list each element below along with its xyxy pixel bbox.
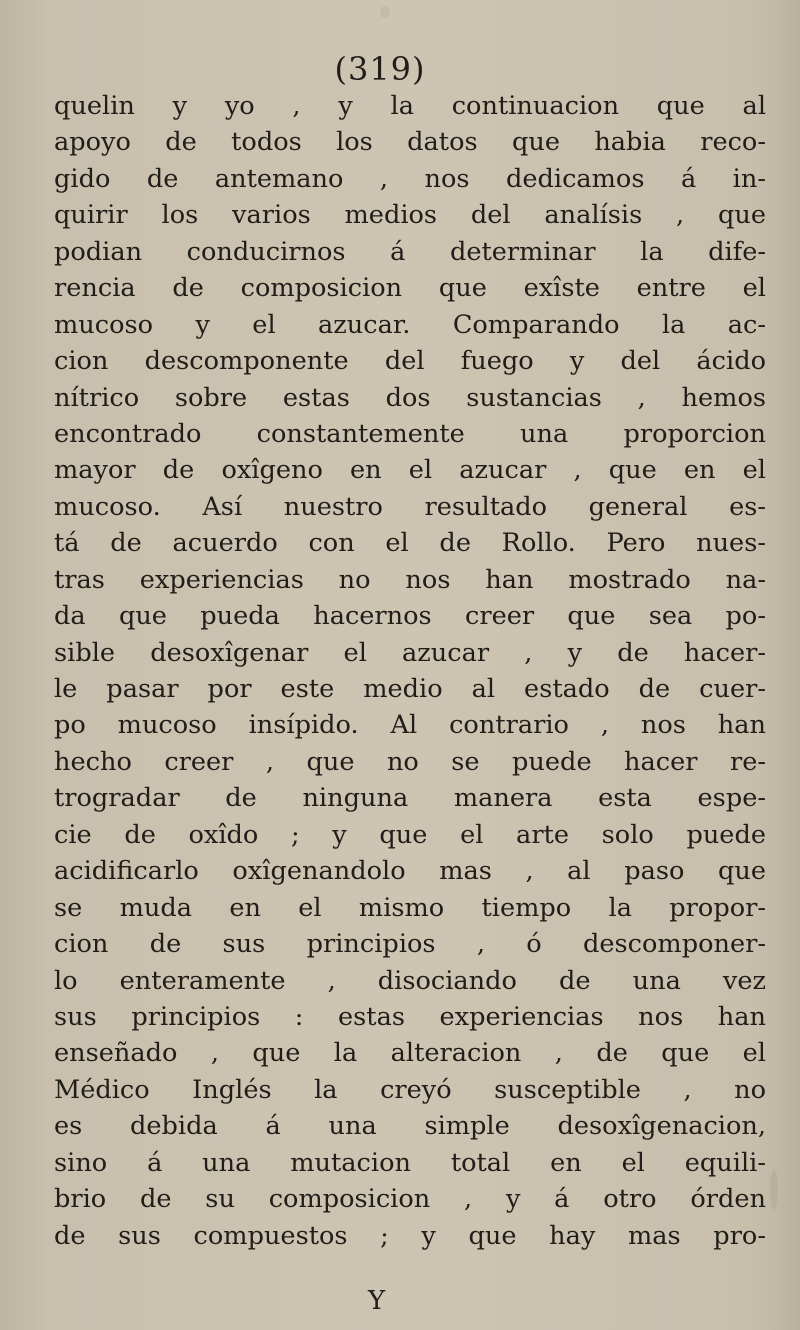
text-line: mayor de oxîgeno en el azucar , que en el	[54, 455, 766, 486]
text-line: tras experiencias no nos han mostrado na-	[54, 564, 766, 595]
text-line: quelin y yo , y la continuacion que al	[54, 91, 766, 121]
text-line: encontrado constantemente una proporcion	[54, 418, 766, 449]
body-text	[54, 88, 766, 1254]
text-line: hecho creer , que no se puede hacer re-	[54, 746, 766, 777]
page-number: (319)	[334, 50, 426, 88]
text-line: trogradar de ninguna manera esta espe-	[54, 783, 766, 814]
text-line: podian conducirnos á determinar la dife-	[54, 236, 766, 267]
text-line: sible desoxîgenar el azucar , y de hacer-	[54, 637, 766, 668]
text-line: sino á una mutacion total en el equili-	[54, 1147, 766, 1178]
text-line: gido de antemano , nos dedicamos á in-	[54, 163, 766, 194]
text-line: mucoso. Así nuestro resultado general es-	[54, 491, 766, 522]
text-line: cie de oxîdo ; y que el arte solo puede	[54, 819, 766, 850]
paper-stain	[770, 1170, 778, 1210]
text-line: enseñado , que la alteracion , de que el	[54, 1038, 766, 1069]
text-line: se muda en el mismo tiempo la propor-	[54, 892, 766, 923]
text-line: sus principios : estas experiencias nos han	[54, 1001, 766, 1032]
text-line: brio de su composicion , y á otro órden	[54, 1184, 766, 1215]
text-line: quirir los varios medios del analísis , que	[54, 200, 766, 231]
text-line: rencia de composicion que exîste entre el	[54, 273, 766, 304]
text-line: acidificarlo oxîgenandolo mas , al paso que	[54, 856, 766, 887]
catchword: Y	[368, 1286, 386, 1316]
text-line: le pasar por este medio al estado de cuer-	[54, 674, 766, 704]
text-line: cion de sus principios , ó descomponer-	[54, 929, 766, 960]
text-line: cion descomponente del fuego y del ácido	[54, 346, 766, 377]
paper-stain	[380, 6, 390, 18]
text-line: es debida á una simple desoxîgenacion,	[54, 1111, 766, 1142]
text-line: de sus compuestos ; y que hay mas pro-	[54, 1220, 766, 1251]
text-line: apoyo de todos los datos que habia reco-	[54, 127, 766, 158]
text-line: mucoso y el azucar. Comparando la ac-	[54, 309, 766, 340]
text-line: lo enteramente , disociando de una vez	[54, 965, 766, 996]
text-line: nítrico sobre estas dos sustancias , hemos	[54, 382, 766, 413]
text-line: da que pueda hacernos creer que sea po-	[54, 601, 766, 632]
text-line: Médico Inglés la creyó susceptible , no	[54, 1074, 766, 1105]
text-line: tá de acuerdo con el de Rollo. Pero nues-	[54, 528, 766, 559]
text-line: po mucoso insípido. Al contrario , nos han	[54, 710, 766, 741]
